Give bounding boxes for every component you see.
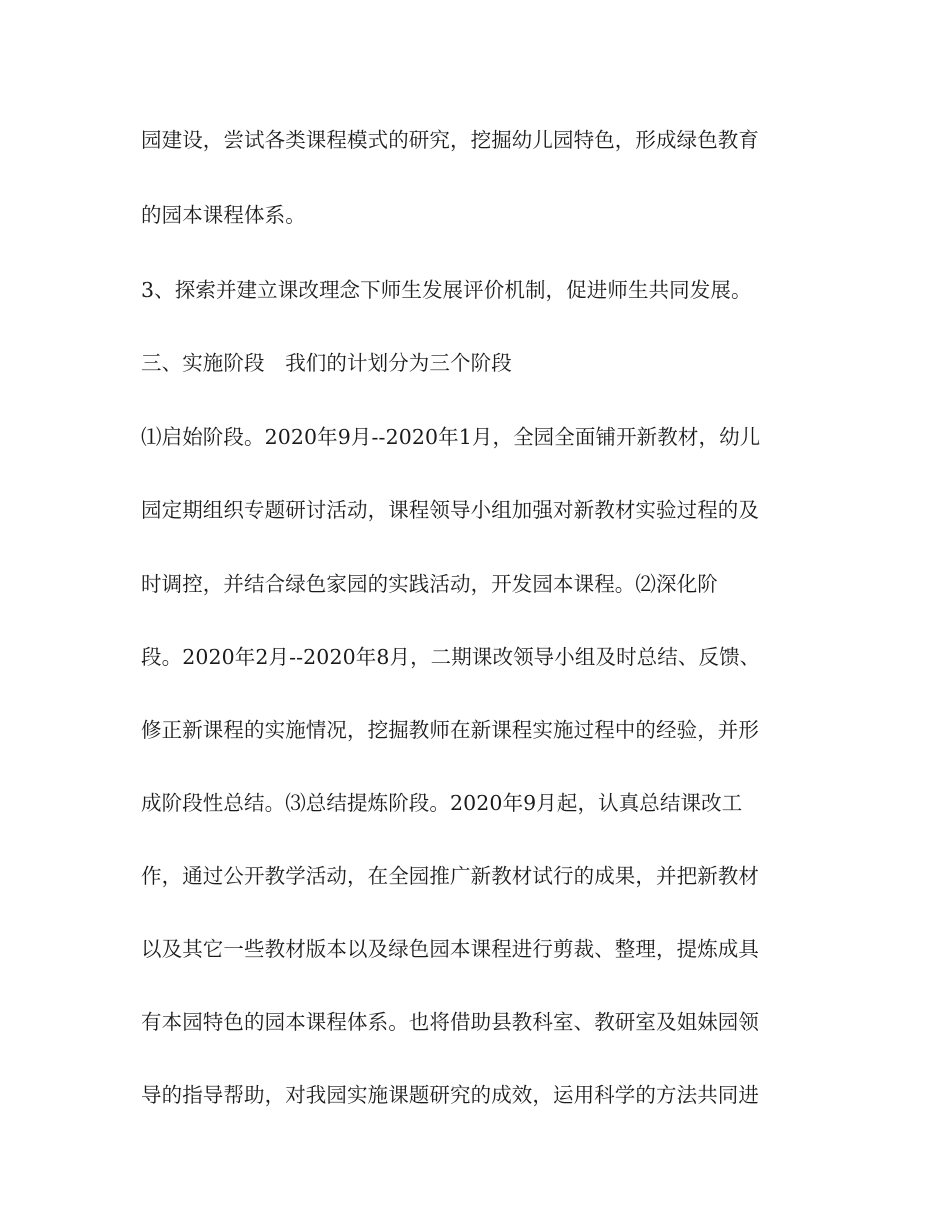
text-line: 修正新课程的实施情况，挖掘教师在新课程实施过程中的经验，并形	[141, 718, 759, 742]
text-line: 段。2020年2月--2020年8月，二期课改领导小组及时总结、反馈、	[141, 645, 761, 669]
text-line: 以及其它一些教材版本以及绿色园本课程进行剪裁、整理，提炼成具	[141, 937, 759, 961]
text-line: 的园本课程体系。	[141, 203, 306, 227]
text-line: 园建设，尝试各类课程模式的研究，挖掘幼儿园特色，形成绿色教育	[141, 128, 759, 152]
text-line: 时调控，并结合绿色家园的实践活动，开发园本课程。⑵深化阶	[141, 572, 718, 596]
text-line: 3、探索并建立课改理念下师生发展评价机制，促进师生共同发展。	[141, 278, 752, 302]
text-line: 有本园特色的园本课程体系。也将借助县教科室、教研室及姐妹园领	[141, 1010, 759, 1034]
text-line: ⑴启始阶段。2020年9月--2020年1月，全园全面铺开新教材，幼儿	[141, 425, 761, 449]
text-line: 成阶段性总结。⑶总结提炼阶段。2020年9月起，认真总结课改工	[141, 791, 743, 815]
text-line: 三、实施阶段 我们的计划分为三个阶段	[141, 351, 512, 375]
text-line: 导的指导帮助，对我园实施课题研究的成效，运用科学的方法共同进	[141, 1083, 759, 1107]
text-line: 园定期组织专题研讨活动，课程领导小组加强对新教材实验过程的及	[141, 498, 759, 522]
text-line: 作，通过公开教学活动，在全园推广新教材试行的成果，并把新教材	[141, 864, 759, 888]
